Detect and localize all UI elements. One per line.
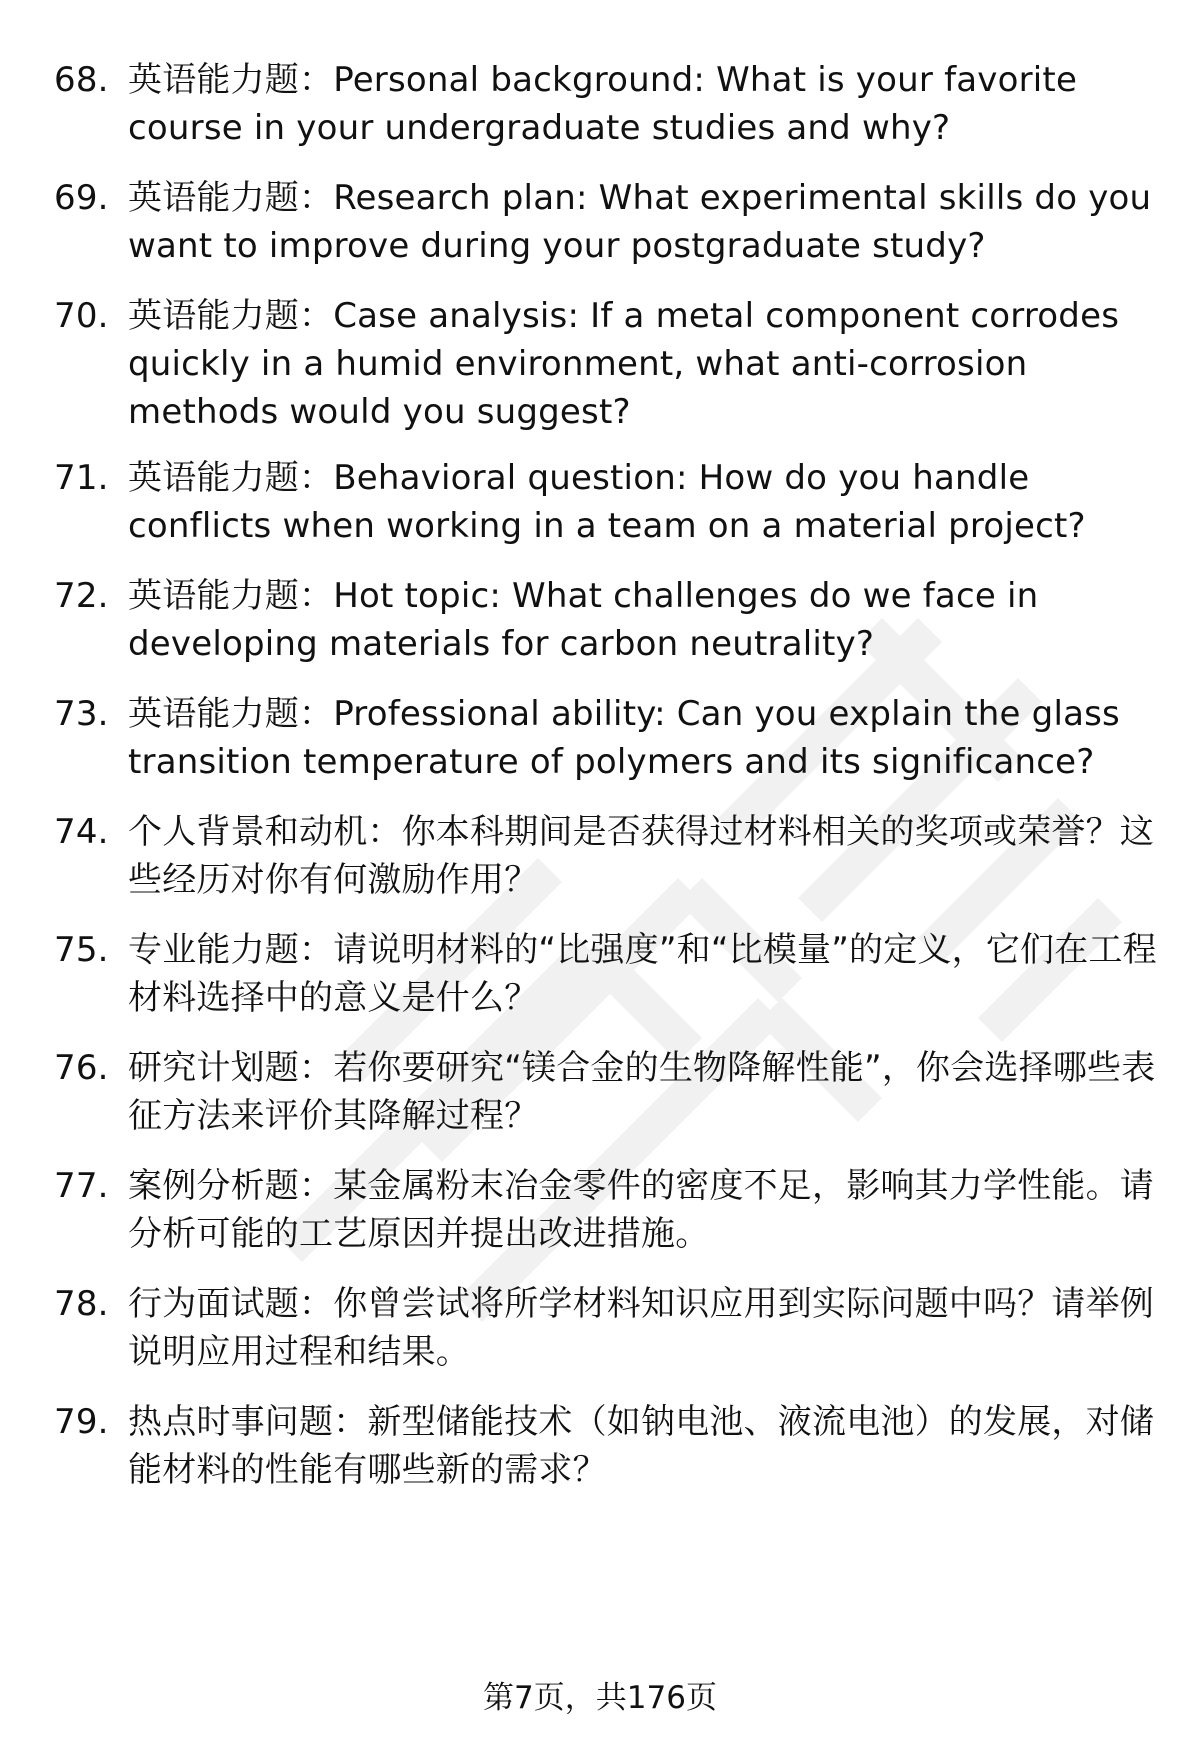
question-text: 英语能力题：Research plan: What experimental skills do you want to improve during your postgraduate study? <box>128 178 1152 266</box>
question-number: 76. <box>54 1048 109 1088</box>
question-text: 英语能力题：Personal background: What is your favorite course in your undergraduate studies and why? <box>128 60 1078 148</box>
question-text: 个人背景和动机：你本科期间是否获得过材料相关的奖项或荣誉？这些经历对你有何激励作用？ <box>128 812 1154 900</box>
question-number: 71. <box>54 458 109 498</box>
page-footer: 第7页，共176页 <box>483 1680 717 1716</box>
question-number: 75. <box>54 930 109 970</box>
question-number: 69. <box>54 178 109 218</box>
question-text: 英语能力题：Hot topic: What challenges do we face in developing materials for carbon neutrality? <box>128 576 1039 664</box>
question-text: 英语能力题：Professional ability: Can you explain the glass transition temperature of polymers and its significance? <box>128 694 1120 782</box>
question-number: 77. <box>54 1166 109 1206</box>
question-number: 68. <box>54 60 109 100</box>
question-text: 案例分析题：某金属粉末冶金零件的密度不足，影响其力学性能。请分析可能的工艺原因并提出改进措施。 <box>128 1166 1154 1254</box>
question-number: 72. <box>54 576 109 616</box>
question-text: 研究计划题：若你要研究“镁合金的生物降解性能”，你会选择哪些表征方法来评价其降解过程？ <box>128 1048 1156 1136</box>
question-text: 行为面试题：你曾尝试将所学材料知识应用到实际问题中吗？请举例说明应用过程和结果。 <box>128 1284 1154 1372</box>
question-text: 热点时事问题：新型储能技术（如钠电池、液流电池）的发展，对储能材料的性能有哪些新的需求？ <box>128 1402 1154 1490</box>
question-number: 70. <box>54 296 109 336</box>
question-number: 74. <box>54 812 109 852</box>
question-number: 73. <box>54 694 109 734</box>
question-number: 78. <box>54 1284 109 1324</box>
question-text: 英语能力题：Behavioral question: How do you handle conflicts when working in a team on a material project? <box>128 458 1086 546</box>
question-number: 79. <box>54 1402 109 1442</box>
question-text: 专业能力题：请说明材料的“比强度”和“比模量”的定义，它们在工程材料选择中的意义是什么？ <box>128 930 1157 1018</box>
question-text: 英语能力题：Case analysis: If a metal component corrodes quickly in a humid environment, what anti-corrosion methods would you suggest? <box>128 296 1120 432</box>
